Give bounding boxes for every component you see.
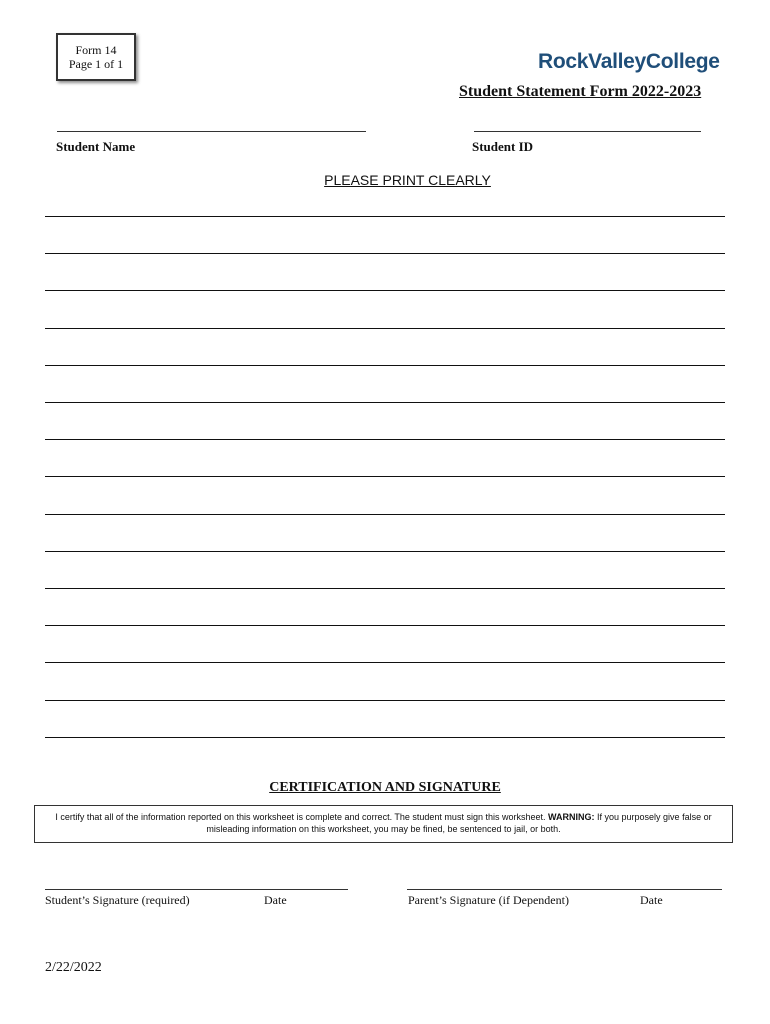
writing-line[interactable]	[45, 625, 725, 626]
student-id-field[interactable]	[474, 131, 701, 132]
writing-line[interactable]	[45, 700, 725, 701]
writing-line[interactable]	[45, 588, 725, 589]
warning-label: WARNING:	[548, 812, 595, 822]
form-number-box	[56, 33, 136, 81]
writing-line[interactable]	[45, 253, 725, 254]
parent-signature-field[interactable]	[407, 889, 722, 890]
writing-line[interactable]	[45, 216, 725, 217]
parent-date-label: Date	[640, 893, 663, 907]
student-signature-label: Student’s Signature (required)	[45, 893, 190, 907]
certification-heading: CERTIFICATION AND SIGNATURE	[269, 780, 501, 795]
writing-line[interactable]	[45, 439, 725, 440]
student-id-label: Student ID	[472, 139, 534, 154]
parent-signature-label: Parent’s Signature (if Dependent)	[408, 893, 569, 907]
page-info: Page 1 of 1	[68, 57, 124, 71]
writing-line[interactable]	[45, 365, 725, 366]
writing-line[interactable]	[45, 290, 725, 291]
warning-text: If you purposely give false or misleading information on this worksheet, you may be fined, be sentenced to jail, or both.	[206, 812, 712, 834]
writing-line[interactable]	[45, 328, 725, 329]
student-name-field[interactable]	[57, 131, 366, 132]
certification-text: I certify that all of the information reported on this worksheet is complete and correct. The student must sign this worksheet.	[55, 812, 546, 822]
student-name-label: Student Name	[56, 139, 136, 154]
revision-date: 2/22/2022	[45, 960, 102, 975]
writing-line[interactable]	[45, 662, 725, 663]
writing-line[interactable]	[45, 551, 725, 552]
form-title: Student Statement Form 2022-2023	[459, 83, 702, 100]
writing-line[interactable]	[45, 476, 725, 477]
certification-statement	[34, 805, 733, 843]
writing-line[interactable]	[45, 737, 725, 738]
student-date-label: Date	[264, 893, 287, 907]
writing-line[interactable]	[45, 514, 725, 515]
writing-line[interactable]	[45, 402, 725, 403]
print-clearly-instruction: PLEASE PRINT CLEARLY	[324, 172, 491, 188]
form-number: Form 14	[75, 43, 117, 57]
student-signature-field[interactable]	[45, 889, 348, 890]
college-logo: RockValleyCollege	[538, 50, 720, 73]
